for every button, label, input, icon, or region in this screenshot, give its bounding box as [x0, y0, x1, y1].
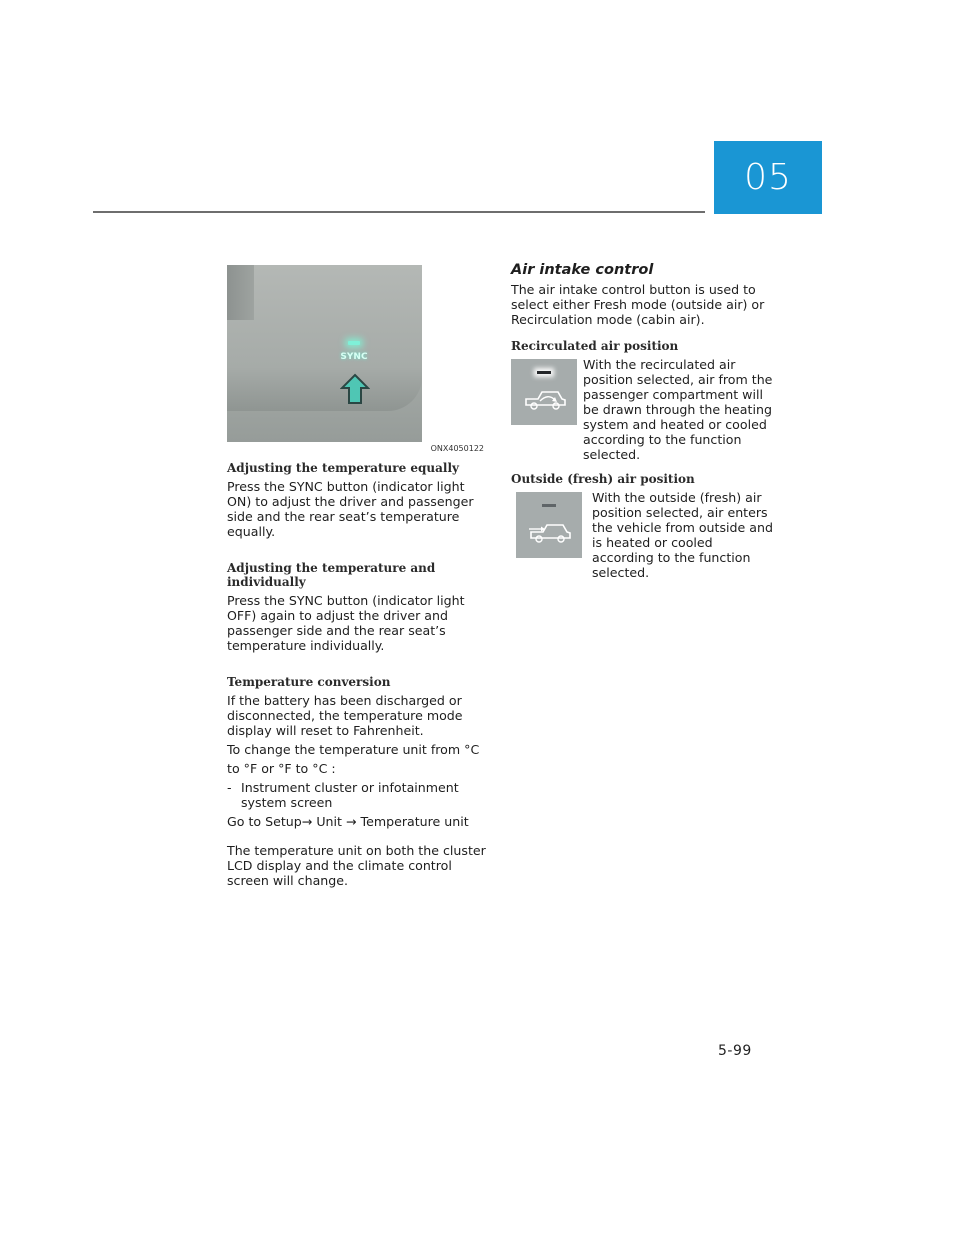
paragraph-conversion-change: To change the temperature unit from °C: [227, 742, 480, 757]
indicator-light-icon: [542, 504, 556, 507]
heading-recirculated-air: Recirculated air position: [511, 339, 679, 353]
figure-edge: [422, 265, 484, 442]
paragraph-adjust-equally: Press the SYNC button (indicator light ON) to adjust the driver and passenger side and the rear seat’s temperature equally.: [227, 479, 474, 539]
pointer-arrow-icon: [340, 373, 370, 405]
paragraph-air-intake-intro: The air intake control button is used to select either Fresh mode (outside air) or Recirculation mode (cabin air).: [511, 282, 765, 327]
setup-path: Go to Setup→ Unit → Temperature unit: [227, 814, 469, 829]
chapter-tab: 05: [714, 141, 822, 214]
paragraph-conversion-result: The temperature unit on both the cluster LCD display and the climate control screen will change.: [227, 843, 486, 888]
list-dash: -: [227, 780, 232, 795]
figure-side-bar: [227, 265, 254, 320]
car-fresh-air-icon: [527, 520, 573, 546]
sync-indicator-light: [348, 341, 360, 345]
paragraph-recirculated-air: With the recirculated air position selected, air from the passenger compartment will be drawn through the heating system and heated or cooled according to the function selected.: [583, 357, 773, 462]
right-column: [511, 262, 776, 588]
list-item: [227, 780, 487, 810]
section-title-air-intake: Air intake control: [511, 262, 654, 278]
heading-adjust-individually: Adjusting the temperature and individually: [227, 561, 436, 589]
sync-button-figure: [227, 265, 484, 442]
fresh-air-icon: [516, 492, 582, 558]
page-number: 5-99: [718, 1043, 752, 1059]
fresh-air-block: [511, 490, 776, 580]
heading-temperature-conversion: Temperature conversion: [227, 675, 391, 689]
figure-code: ONX4050122: [430, 444, 484, 453]
left-column: [227, 265, 487, 892]
paragraph-fresh-air: With the outside (fresh) air position selected, air enters the vehicle from outside and is heated or cooled according to the function selected.: [592, 490, 773, 580]
car-recirculate-icon: [522, 387, 568, 413]
recirculated-air-block: [511, 357, 776, 462]
figure-panel: [227, 265, 422, 411]
indicator-light-icon: [537, 371, 551, 374]
recirculated-air-icon: [511, 359, 577, 425]
paragraph-conversion-units: to °F or °F to °C :: [227, 761, 336, 776]
sync-label: SYNC: [340, 352, 368, 362]
heading-adjust-equally: Adjusting the temperature equally: [227, 461, 460, 475]
paragraph-adjust-individually: Press the SYNC button (indicator light OFF) again to adjust the driver and passenger side and the rear seat’s temperature individually.: [227, 593, 465, 653]
header-rule: [93, 211, 705, 213]
list-item-text: Instrument cluster or infotainment system screen: [241, 780, 459, 810]
paragraph-conversion-reset: If the battery has been discharged or disconnected, the temperature mode display will reset to Fahrenheit.: [227, 693, 463, 738]
heading-fresh-air: Outside (fresh) air position: [511, 472, 695, 486]
